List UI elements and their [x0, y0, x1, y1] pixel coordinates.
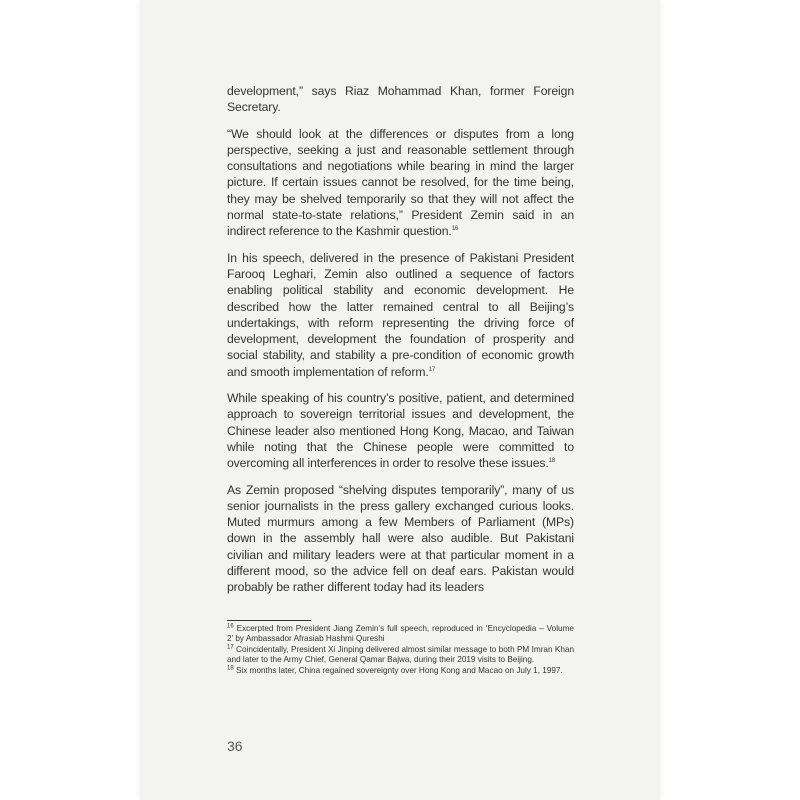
footnote-reference-18[interactable]: 18 [548, 458, 556, 465]
footnote-text: Six months later, China regained sovereignty over Hong Kong and Macao on July 1, 1997. [235, 666, 563, 676]
footnote-text: Excerpted from President Jiang Zemin’s full speech, reproduced in ‘Encyclopedia – Volume 2’ by Ambassador Afrasiab Hashmi Qureshi [227, 623, 574, 643]
page-content [227, 83, 574, 678]
paragraph-text: In his speech, delivered in the presence of Pakistani President Farooq Leghari, Zemin also outlined a sequence of factors enabling political stability and economic development. He described how the latter remained central to all Beijing’s undertakings, with reform representing the driving force of development, development the foundation of prosperity and social stability, and stability a pre-condition of economic growth and smooth implementation of reform. [227, 250, 574, 379]
paragraph-text: As Zemin proposed “shelving disputes temporarily”, many of us senior journalists in the press gallery exchanged curious looks. Muted murmurs among a few Members of Parliament (MPs) down in the assembly hall were also audible. But Pakistani civilian and military leaders were at that particular moment in a different mood, so the advice fell on deaf ears. Pakistan would probably be rather different today had its leaders [227, 482, 574, 595]
body-paragraph-1 [227, 83, 574, 116]
footnote-17 [227, 645, 574, 665]
book-page [140, 0, 660, 800]
body-paragraph-2 [227, 126, 574, 240]
body-paragraph-3 [227, 250, 574, 380]
paragraph-text: “We should look at the differences or disputes from a long perspective, seeking a just and reasonable settlement through consultations and negotiations while bearing in mind the larger picture. If certain issues cannot be resolved, for the time being, they may be shelved temporarily so that they will not affect the normal state-to-state relations,” President Zemin said in an indirect reference to the Kashmir question. [227, 126, 574, 239]
footnote-text: Coincidentally, President Xi Jinping delivered almost similar message to both PM Imran Khan and later to the Army Chief, General Qamar Bajwa, during their 2019 visits to Beijing. [227, 645, 574, 665]
footnote-reference-16[interactable]: 16 [451, 226, 459, 233]
page-number: 36 [227, 738, 243, 754]
footnote-16 [227, 624, 574, 644]
footnote-number: 17 [227, 644, 234, 651]
paragraph-text: While speaking of his country’s positive, patient, and determined approach to sovereign territorial issues and development, the Chinese leader also mentioned Hong Kong, Macao, and Taiwan while noting that the Chinese people were committed to overcoming all interferences in order to resolve these issues. [227, 391, 574, 471]
footnote-number: 18 [227, 665, 234, 672]
paragraph-text: development,” says Riaz Mohammad Khan, former Foreign Secretary. [227, 84, 574, 115]
footnote-18 [227, 666, 574, 676]
footnote-reference-17[interactable]: 17 [428, 366, 436, 373]
body-paragraph-5 [227, 482, 574, 596]
footnote-number: 16 [227, 622, 234, 629]
footnote-divider [227, 620, 311, 621]
body-paragraph-4 [227, 390, 574, 471]
